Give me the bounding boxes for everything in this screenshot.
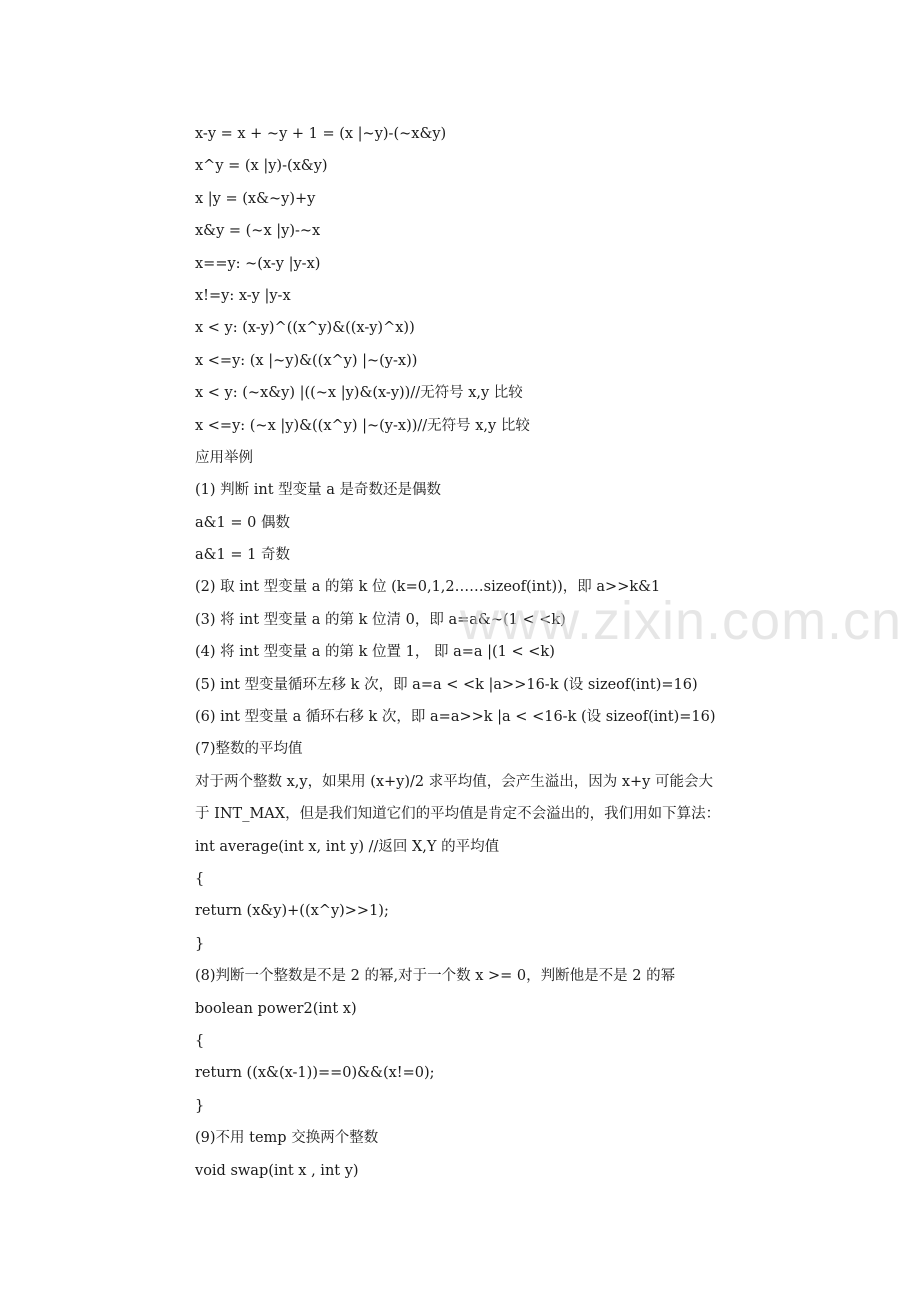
code-line: int average(int x, int y) //返回 X,Y 的平均值	[195, 838, 500, 855]
code-line: }	[195, 935, 205, 952]
text-line: a&1 = 0 偶数	[195, 514, 290, 531]
text-line: a&1 = 1 奇数	[195, 547, 290, 564]
text-line: (9)不用 temp 交换两个整数	[195, 1130, 379, 1147]
document-body	[195, 118, 795, 1187]
text-line: x <=y: (x |~y)&((x^y) |~(y-x))	[195, 352, 418, 369]
section-heading: 应用举例	[195, 449, 253, 466]
text-line: x < y: (x-y)^((x^y)&((x-y)^x))	[195, 320, 415, 337]
text-line: (6) int 型变量 a 循环右移 k 次，即 a=a>>k |a < <16-k (设 sizeof(int)=16)	[195, 709, 716, 726]
text-line: x!=y: x-y |y-x	[195, 287, 291, 304]
text-line: x-y = x + ~y + 1 = (x |~y)-(~x&y)	[195, 126, 447, 142]
text-line: (1) 判断 int 型变量 a 是奇数还是偶数	[195, 482, 442, 499]
code-line: void swap(int x , int y)	[195, 1162, 359, 1179]
text-line: x^y = (x |y)-(x&y)	[195, 158, 328, 175]
text-line: x <=y: (~x |y)&((x^y) |~(y-x))//无符号 x,y 比较	[195, 417, 530, 434]
text-line: (4) 将 int 型变量 a 的第 k 位置 1， 即 a=a |(1 < <k)	[195, 644, 555, 661]
text-line: (2) 取 int 型变量 a 的第 k 位 (k=0,1,2……sizeof(int))，即 a>>k&1	[195, 579, 661, 596]
text-line: x |y = (x&~y)+y	[195, 190, 316, 207]
text-line: (3) 将 int 型变量 a 的第 k 位清 0，即 a=a&~(1 < <k)	[195, 611, 566, 628]
code-line: return ((x&(x-1))==0)&&(x!=0);	[195, 1065, 435, 1082]
code-line: boolean power2(int x)	[195, 1000, 357, 1017]
code-line: {	[195, 870, 205, 887]
text-line: x&y = (~x |y)-~x	[195, 223, 321, 240]
text-line: 对于两个整数 x,y，如果用 (x+y)/2 求平均值，会产生溢出，因为 x+y 可能会大	[195, 773, 713, 790]
text-line: (5) int 型变量循环左移 k 次，即 a=a < <k |a>>16-k (设 sizeof(int)=16)	[195, 676, 698, 693]
text-line: (7)整数的平均值	[195, 741, 303, 758]
code-line: {	[195, 1032, 205, 1049]
text-line: (8)判断一个整数是不是 2 的幂,对于一个数 x >= 0，判断他是不是 2 的幂	[195, 968, 676, 985]
text-line: 于 INT_MAX，但是我们知道它们的平均值是肯定不会溢出的，我们用如下算法：	[195, 806, 721, 823]
code-line: return (x&y)+((x^y)>>1);	[195, 903, 389, 920]
watermark: www.zixin.com.cn	[460, 591, 903, 651]
text-line: x==y: ~(x-y |y-x)	[195, 255, 321, 272]
code-line: }	[195, 1097, 205, 1114]
text-line: x < y: (~x&y) |((~x |y)&(x-y))//无符号 x,y 比较	[195, 385, 523, 402]
